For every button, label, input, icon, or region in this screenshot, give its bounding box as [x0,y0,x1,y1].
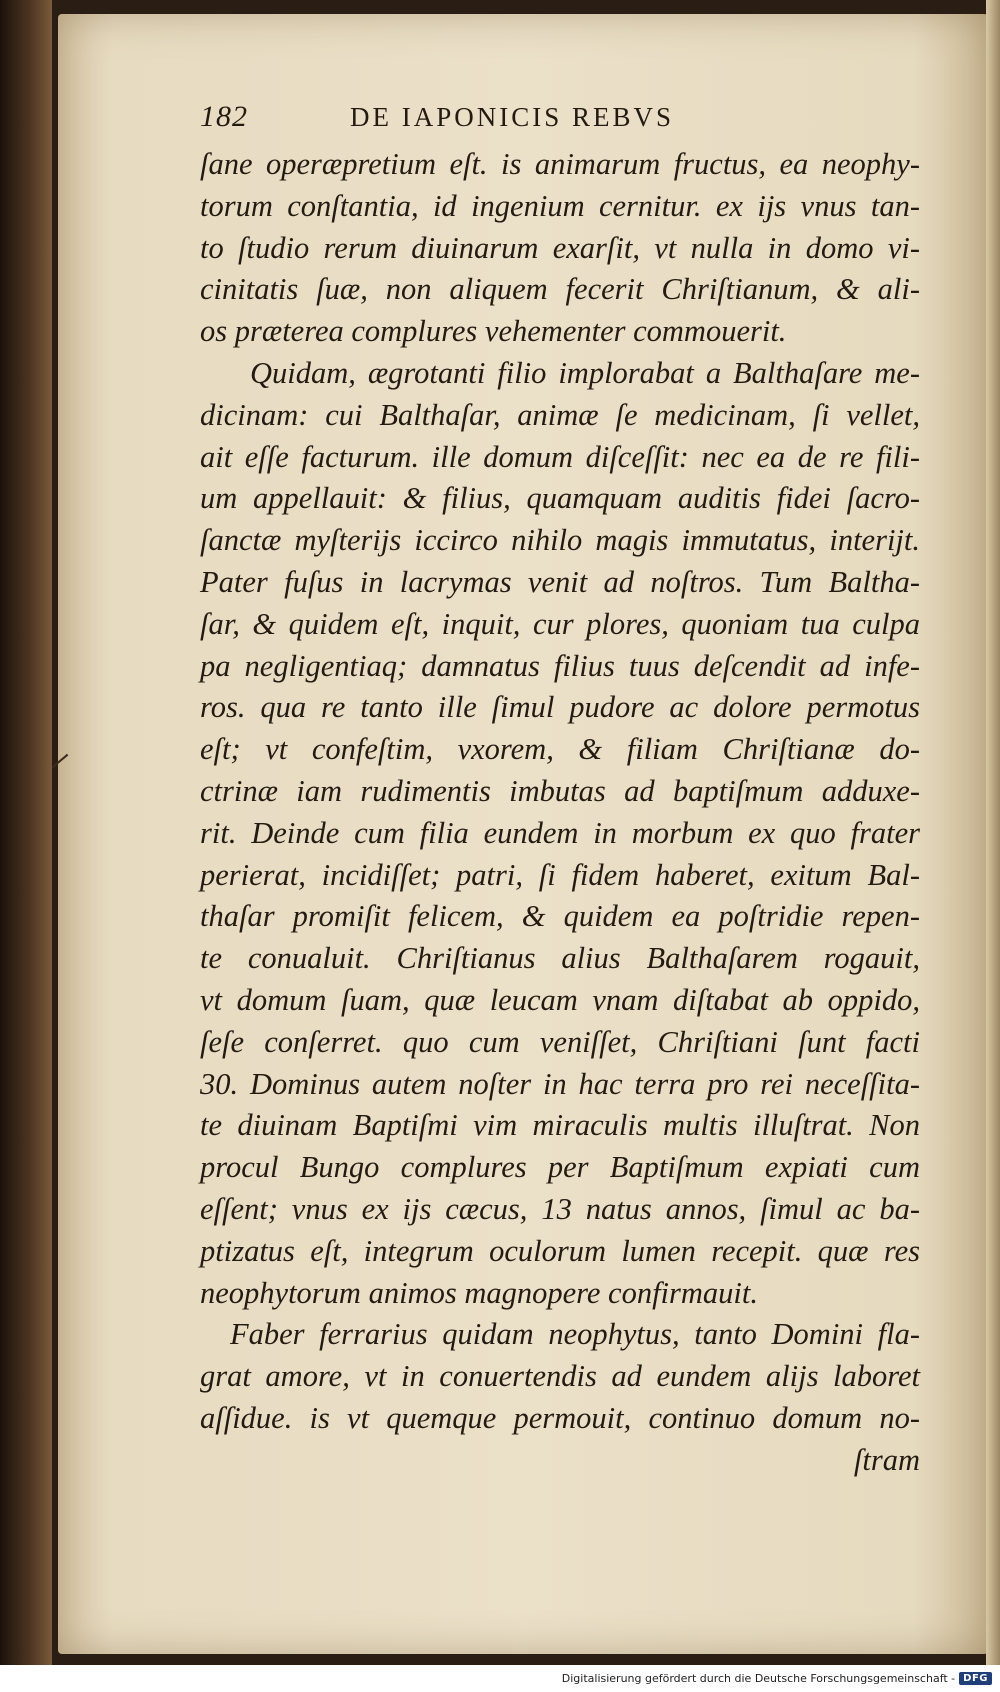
text-line: eſſent; vnus ex ijs cæcus, 13 natus annos, ſimul ac ba- [200,1191,920,1226]
text-line: neophytorum animos magnopere confirmauit. [200,1275,758,1310]
catchword-row [200,1440,920,1482]
text-line: Quidam, ægrotanti filio implorabat a Balthaſare me- [250,355,920,390]
text-line: vt domum ſuam, quæ leucam vnam diſtabat ab oppido, [200,982,920,1017]
text-line: pa negligentiaq; damnatus filius tuus deſcendit ad infe- [200,648,920,683]
text-line: 30. Dominus autem noſter in hac terra pro rei neceſſita- [200,1066,920,1101]
text-line: procul Bungo complures per Baptiſmum expiati cum [200,1150,920,1185]
funding-credit: Digitalisierung gefördert durch die Deutsche Forschungsgemeinschaft - [561,1672,956,1685]
text-line: to ſtudio rerum diuinarum exarſit, vt nulla in domo vi- [200,230,920,265]
text-line: cinitatis ſuæ, non aliquem fecerit Chriſtianum, & ali- [200,272,920,307]
catchword: ſtram [853,1442,920,1477]
text-line: te conualuit. Chriſtianus alius Balthaſarem rogauit, [200,941,920,976]
text-line: ros. qua re tanto ille ſimul pudore ac dolore permotus [200,690,920,725]
text-line: rit. Deinde cum filia eundem in morbum ex quo frater [200,815,920,850]
text-line: dicinam: cui Balthaſar, animæ ſe medicinam, ſi vellet, [200,397,920,432]
text-line: perierat, incidiſſet; patri, ſi fidem haberet, exitum Bal- [200,857,920,892]
text-line: ctrinæ iam rudimentis imbutas ad baptiſmum adduxe- [200,773,920,808]
text-line: ptizatus eſt, integrum oculorum lumen recepit. quæ res [200,1233,920,1268]
page-edge [986,0,1000,1665]
text-line: ſar, & quidem eſt, inquit, cur plores, quoniam tua culpa [200,606,920,641]
text-line: ſanctæ myſterijs iccirco nihilo magis immutatus, interijt. [200,523,920,558]
running-head [200,100,920,144]
text-line: torum conſtantia, id ingenium cernitur. ex ijs vnus tan- [200,188,920,223]
body-text [200,144,920,1440]
text-line: eſt; vt confeſtim, vxorem, & filiam Chriſtianæ do- [200,732,920,767]
text-block [200,100,920,1482]
text-line: Pater fuſus in lacrymas venit ad noſtros. Tum Baltha- [200,564,920,599]
running-head-title: DE IAPONICIS REBVS [350,102,675,132]
text-line: aſſidue. is vt quemque permouit, continuo domum no- [200,1400,920,1435]
text-line: te diuinam Baptiſmi vim miraculis multis illuſtrat. Non [200,1108,920,1143]
digitization-footer [0,1665,1000,1692]
text-line: um appellauit: & filius, quamquam auditis fidei ſacro- [200,481,920,516]
text-line: ſane operæpretium eſt. is animarum fructus, ea neophy- [200,147,920,181]
text-line: os præterea complures vehementer commouerit. [200,314,787,349]
text-line: Faber ferrarius quidam neophytus, tanto Domini fla- [230,1317,920,1352]
text-line: grat amore, vt in conuertendis ad eundem alijs laboret [200,1359,920,1394]
book-binding [0,0,52,1665]
page-number: 182 [200,100,248,133]
text-line: thaſar promiſit felicem, & quidem ea poſtridie repen- [200,899,920,934]
text-line: ſeſe conſerret. quo cum veniſſet, Chriſtiani ſunt facti [200,1024,920,1059]
text-line: ait eſſe facturum. ille domum diſceſſit: nec ea de re fili- [200,439,920,474]
dfg-logo-icon: DFG [959,1672,992,1685]
